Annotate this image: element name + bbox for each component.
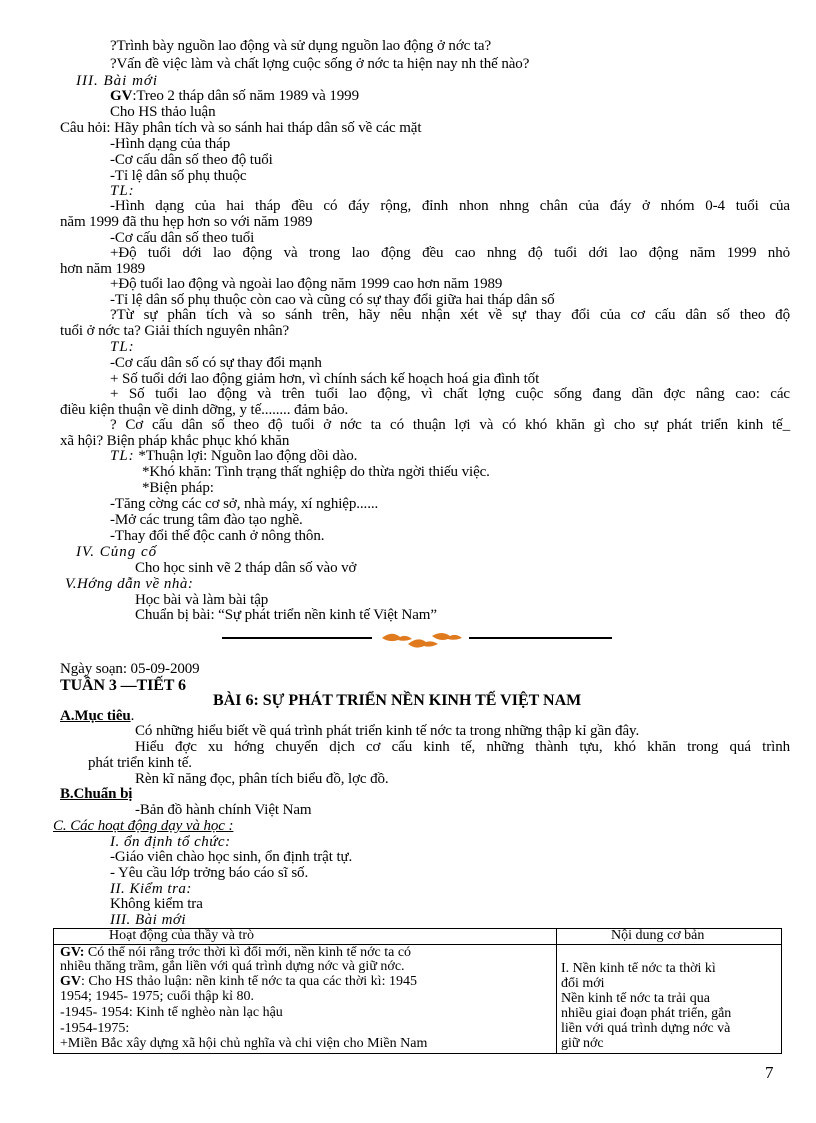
question-line: tuổi ở nớc ta? Giải thích nguyên nhân? (60, 323, 290, 339)
text-line: Hiểu đợc xu hớng chuyển dịch cơ cấu kinh tế, những thành tựu, khó khăn trong quá trình (135, 739, 790, 755)
section-heading: III. Bài mới (76, 73, 159, 89)
table-cell: nhiều thăng trầm, gắn liền với quá trình dựng nớc và giữ nớc. (60, 960, 405, 974)
answer-label: TL: (110, 339, 135, 355)
table-cell: Nền kinh tế nớc ta trải qua (561, 992, 710, 1006)
subsection-heading: II. Kiểm tra: (110, 881, 192, 897)
gv-label: GV (60, 975, 81, 989)
question-line: ?Từ sự phân tích và so sánh trên, hãy nêu nhận xét về sự thay đổi của cơ cấu dân số theo độ (110, 307, 790, 323)
table-column-divider (556, 929, 557, 1053)
section-a-label: A.Mục tiêu (60, 708, 131, 724)
list-item: -Cơ cấu dân số theo độ tuổi (110, 152, 273, 168)
list-item: -Tăng cờng các cơ sở, nhà máy, xí nghiệp...... (110, 496, 379, 512)
table-cell-text: : Cho HS thảo luận: nền kinh tế nớc ta qua các thời kì: 1945 (81, 975, 417, 989)
question-line: ?Trình bày nguồn lao động và sử dụng nguồn lao động ở nớc ta? (110, 38, 492, 54)
question-line: xã hội? Biện pháp khắc phục khó khăn (60, 433, 290, 449)
section-heading: IV. Củng cố (76, 544, 158, 560)
text-line: *Biện pháp: (142, 480, 214, 496)
question-line: Câu hỏi: Hãy phân tích và so sánh hai tháp dân số về các mặt (60, 120, 422, 136)
question-line: ?Vấn đề việc làm và chất lợng cuộc sống ở nớc ta hiện nay nh thế nào? (110, 56, 530, 72)
text-line: + Số tuổi dới lao động giảm hơn, vì chính sách kế hoạch hoá gia đình tốt (110, 371, 540, 387)
page-number: 7 (765, 1063, 774, 1082)
section-heading: C. Các hoạt động dạy và học : (53, 818, 234, 834)
list-item: -Thay đổi thế độc canh ở nông thôn. (110, 528, 325, 544)
text-line: + Số tuổi lao động và trên tuổi lao động, vì chất lợng cuộc sống đang dần đợc nâng cao: các (110, 386, 790, 402)
text-line: phát triển kinh tế. (88, 755, 192, 771)
section-heading: B.Chuẩn bị (60, 786, 133, 802)
text-line: +Độ tuổi lao động và ngoài lao động năm 1999 cao hơn năm 1989 (110, 276, 503, 292)
bird-ornament-icon (378, 628, 466, 654)
lesson-table (53, 928, 782, 1054)
section-heading (60, 708, 134, 725)
gv-label: GV (110, 88, 133, 104)
divider-line-left (222, 637, 372, 639)
text-line: điều kiện thuận về dinh dỡng, y tế........ đảm bảo. (60, 402, 349, 418)
date-line: Ngày soạn: 05-09-2009 (60, 661, 200, 677)
text-line: +Độ tuổi dới lao động và trong lao động đều cao nhng độ tuổi dới lao động năm 1999 nhỏ (110, 245, 790, 261)
text-line (110, 88, 359, 105)
text-line: hơn năm 1989 (60, 261, 146, 277)
divider-line-right (469, 637, 612, 639)
text-line: -Tỉ lệ dân số phụ thuộc còn cao và cũng có sự thay đổi giữa hai tháp dân số (110, 292, 555, 308)
text-line: - Yêu cầu lớp trởng báo cáo sĩ số. (110, 865, 309, 881)
list-item: -Mở các trung tâm đào tạo nghề. (110, 512, 303, 528)
advantage-text: *Thuận lợi: Nguồn lao động dồi dào. (138, 448, 358, 464)
section-a-dot: . (130, 708, 135, 724)
question-line: ? Cơ cấu dân số theo độ tuổi ở nớc ta có thuận lợi và có khó khăn gì cho sự phát triển kinh tế_ (110, 417, 790, 433)
text-line: -Bản đồ hành chính Việt Nam (135, 802, 312, 818)
table-header-divider (54, 944, 781, 945)
table-cell (60, 946, 554, 960)
text-line: Cho HS thảo luận (110, 104, 216, 120)
table-cell: -1945- 1954: Kinh tế nghèo nàn lạc hậu (60, 1006, 283, 1020)
table-cell: nhiều giai đoạn phát triển, gắn (561, 1007, 732, 1021)
table-cell: +Miền Bắc xây dựng xã hội chủ nghĩa và chi viện cho Miền Nam (60, 1037, 428, 1051)
table-cell-text: Có thể nói rằng trớc thời kì đổi mới, nền kinh tế nớc ta có (84, 946, 412, 960)
table-cell: 1954; 1945- 1975; cuối thập kỉ 80. (60, 990, 255, 1004)
table-cell: -1954-1975: (60, 1022, 130, 1036)
subsection-heading: I. ổn định tổ chức: (110, 834, 231, 850)
table-cell: liền với quá trình dựng nớc và (561, 1022, 731, 1036)
table-cell: giữ nớc (561, 1037, 604, 1051)
table-cell: I. Nền kinh tế nớc ta thời kì (561, 962, 716, 976)
section-heading: V.Hớng dẫn về nhà: (65, 576, 194, 592)
subsection-heading: III. Bài mới (110, 912, 187, 928)
gv-label: GV: (60, 946, 85, 960)
text-line: -Cơ cấu dân số có sự thay đổi mạnh (110, 355, 322, 371)
text-line: Chuẩn bị bài: “Sự phát triển nền kinh tế Việt Nam” (135, 607, 437, 623)
table-header-activity: Hoạt động của thầy và trò (109, 929, 255, 943)
text-line: Không kiểm tra (110, 896, 203, 912)
answer-label: TL: (110, 183, 135, 199)
text-line: năm 1999 đã thu hẹp hơn so với năm 1989 (60, 214, 313, 230)
week-heading: TUẦN 3 —TIẾT 6 (60, 677, 186, 694)
lesson-title: BÀI 6: SỰ PHÁT TRIỂN NỀN KINH TẾ VIỆT NAM (213, 692, 582, 709)
text-line: *Khó khăn: Tình trạng thất nghiệp do thừa ngời thiếu việc. (142, 464, 490, 480)
list-item: -Hình dạng của tháp (110, 136, 231, 152)
text-line (110, 448, 357, 465)
gv-text: :Treo 2 tháp dân số năm 1989 và 1999 (132, 88, 359, 104)
list-item: -Tỉ lệ dân số phụ thuộc (110, 168, 247, 184)
text-line: -Hình dạng của hai tháp đều có đáy rộng, đỉnh nhon nhng chân của đáy ở nhóm 0-4 tuổi của (110, 198, 790, 214)
table-cell: đổi mới (561, 977, 605, 991)
table-cell (60, 975, 554, 989)
text-line: Rèn kĩ năng đọc, phân tích biểu đồ, lợc đồ. (135, 771, 389, 787)
text-line: -Giáo viên chào học sinh, ổn định trật tự. (110, 849, 353, 865)
answer-label: TL: (110, 448, 135, 464)
text-line: -Cơ cấu dân số theo tuổi (110, 230, 255, 246)
text-line: Học bài và làm bài tập (135, 592, 269, 608)
text-line: Cho học sinh vẽ 2 tháp dân số vào vở (135, 560, 357, 576)
table-header-content: Nội dung cơ bản (611, 929, 705, 943)
ornament-shapes (382, 633, 462, 648)
text-line: Có những hiểu biết về quá trình phát triển kinh tế nớc ta trong những thập kỉ gần đây. (135, 723, 640, 739)
